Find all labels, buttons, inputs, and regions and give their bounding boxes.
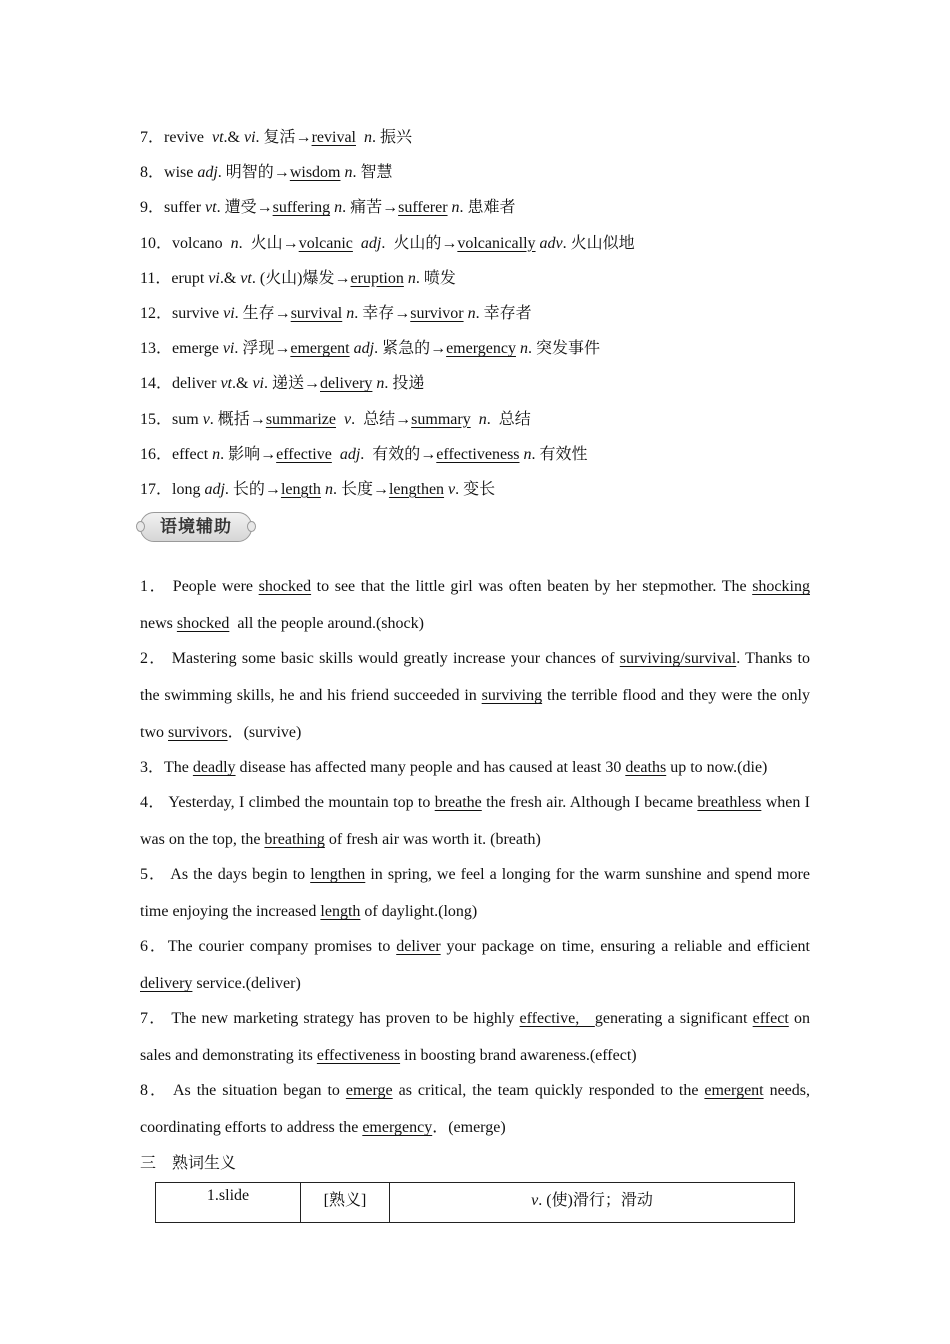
answer-word: shocked <box>258 578 312 595</box>
item-number: 5． <box>140 866 167 883</box>
item-number: 1． <box>140 578 168 595</box>
meaning-pos: v <box>531 1192 539 1209</box>
vocab-item <box>140 161 820 196</box>
item-number: 7． <box>140 129 165 146</box>
context-sentence <box>140 928 815 1002</box>
text-segment: all the people around.(shock) <box>229 615 424 632</box>
answer-word: wisdom <box>289 164 341 182</box>
text-segment: . 有效性 <box>531 445 588 463</box>
answer-word: eruption <box>350 269 404 287</box>
answer-word: sufferer <box>398 199 448 217</box>
text-segment: as critical, the team quickly responded to the <box>392 1082 705 1099</box>
answer-word: length <box>280 480 321 498</box>
answer-word: deliver <box>396 938 441 955</box>
context-section-badge: 语境辅助 <box>140 512 252 542</box>
text-segment: . 影响→ <box>220 445 277 463</box>
item-number: 6． <box>140 938 168 955</box>
text-segment: erupt <box>171 269 209 287</box>
answer-word: surviving/survival <box>619 650 737 667</box>
text-segment: in boosting brand awareness.(effect) <box>400 1047 637 1064</box>
text-segment: effect <box>172 445 213 463</box>
answer-word: emergency <box>362 1119 433 1136</box>
text-segment: . 喷发 <box>415 269 456 287</box>
text-segment: revive <box>164 129 212 146</box>
text-segment: . 火山→ <box>238 234 299 252</box>
text-segment: of fresh air was worth it. (breath) <box>324 831 541 848</box>
part-of-speech: vt <box>220 375 232 393</box>
text-segment: . 变长 <box>455 480 496 498</box>
text-segment: . 遭受→ <box>216 199 273 217</box>
text-segment: . 总结→ <box>351 410 412 428</box>
text-segment: . 复活→ <box>255 129 312 146</box>
context-sentence <box>140 568 814 642</box>
part-of-speech: n <box>324 480 333 498</box>
answer-word: revival <box>311 129 356 146</box>
text-segment: wise <box>164 164 198 182</box>
text-segment: sum <box>172 410 203 428</box>
vocab-item <box>140 302 820 337</box>
text-segment: As the situation began to <box>167 1082 346 1099</box>
part-of-speech: n <box>407 269 416 287</box>
text-segment <box>471 411 479 428</box>
text-segment: As the days begin to <box>166 866 311 883</box>
part-of-speech: n <box>230 234 239 252</box>
text-segment: Yesterday, I climbed the mountain top to <box>164 794 435 811</box>
text-segment: volcano <box>172 234 231 252</box>
part-of-speech: vt <box>212 129 224 146</box>
table-cell-meaning <box>390 1183 795 1223</box>
text-segment: disease has affected many people and has caused at least 30 <box>235 759 626 776</box>
answer-word: survivor <box>410 304 464 322</box>
text-segment: in spring, we feel a longing for the warm sunshine and spend more time enjoying the increased <box>140 866 814 920</box>
table-row <box>156 1183 795 1223</box>
text-segment: on sales and demonstrating its <box>140 1010 814 1064</box>
text-segment: . 紧急的→ <box>374 340 447 358</box>
text-segment: your package on time, ensuring a reliable and efficient <box>440 938 815 955</box>
text-segment: the fresh air. Although I became <box>481 794 698 811</box>
answer-word: length <box>320 903 361 920</box>
text-segment: ．(emerge) <box>432 1119 506 1136</box>
vocab-item <box>140 478 820 513</box>
item-number: 3． <box>140 759 165 776</box>
item-number: 11． <box>140 269 172 287</box>
text-segment: service.(deliver) <box>192 975 301 992</box>
part-of-speech: vi <box>252 375 264 393</box>
item-number: 7． <box>140 1010 167 1027</box>
text-segment: The new marketing strategy has proven to be highly <box>166 1010 520 1027</box>
text-segment: . 明智的→ <box>217 164 290 182</box>
text-segment: the terrible flood and they were the only two <box>140 687 815 741</box>
text-segment <box>336 411 344 428</box>
answer-word: emerge <box>345 1082 393 1099</box>
answer-word: summary <box>411 410 471 428</box>
text-segment: . (火山)爆发→ <box>251 269 351 287</box>
text-segment <box>356 129 364 146</box>
context-sentence <box>140 784 815 858</box>
part-of-speech: n <box>212 445 221 463</box>
answer-word: deaths <box>625 759 667 776</box>
text-segment: survive <box>172 304 224 322</box>
text-segment: ．(survive) <box>227 724 302 741</box>
part-of-speech: adj <box>360 234 382 252</box>
answer-word: surviving <box>481 687 543 704</box>
vocab-item <box>140 408 820 443</box>
text-segment: . 突发事件 <box>527 340 600 358</box>
vocab-item <box>140 372 820 407</box>
text-segment: up to now.(die) <box>666 759 768 776</box>
part-of-speech: adj <box>204 480 225 498</box>
meaning-text: . (使)滑行；滑动 <box>538 1192 653 1209</box>
text-segment: . 长度→ <box>332 480 389 498</box>
text-segment: The <box>164 759 193 776</box>
text-segment: . 浮现→ <box>234 340 291 358</box>
table-cell-tag: [熟义] <box>301 1183 390 1223</box>
answer-word: volcanic <box>298 234 353 252</box>
text-segment: . 生存→ <box>234 304 291 322</box>
text-segment: .& <box>219 269 241 287</box>
answer-word: emergent <box>704 1082 764 1099</box>
text-segment: . 长的→ <box>224 480 281 498</box>
text-segment: needs, coordinating efforts to address the <box>140 1082 814 1136</box>
vocab-item <box>140 232 820 267</box>
answer-word: survival <box>290 304 343 322</box>
context-sentence <box>140 749 810 786</box>
text-segment: The courier company promises to <box>167 938 397 955</box>
answer-word: effect <box>752 1010 789 1027</box>
text-segment: . 投递 <box>384 375 425 393</box>
part-of-speech: n <box>344 164 353 182</box>
part-of-speech: vi <box>222 340 235 358</box>
part-of-speech: n <box>346 304 355 322</box>
text-segment: . 概括→ <box>209 410 266 428</box>
vocab-item <box>140 126 820 161</box>
answer-word: shocked <box>176 615 230 632</box>
text-segment: .& <box>223 129 244 146</box>
text-segment: generating a significant <box>594 1010 753 1027</box>
context-exercises <box>140 568 815 1144</box>
text-segment: People were <box>167 578 259 595</box>
item-number: 12． <box>140 304 173 322</box>
context-sentence <box>140 1072 814 1146</box>
answer-word: effectiveness <box>436 445 520 463</box>
answer-word: breathless <box>697 794 762 811</box>
vocab-item <box>140 267 820 302</box>
part-of-speech: vt <box>240 269 252 287</box>
answer-word: breathing <box>264 831 325 848</box>
part-of-speech: vi <box>208 269 220 287</box>
text-segment <box>353 235 361 252</box>
part-of-speech: n <box>363 129 372 146</box>
answer-word: delivery <box>140 975 193 992</box>
text-segment: emerge <box>172 340 223 358</box>
part-of-speech: vt <box>205 199 217 217</box>
text-segment: Mastering some basic skills would greatly increase your chances of <box>166 650 620 667</box>
item-number: 14． <box>140 375 173 393</box>
item-number: 13． <box>140 340 173 358</box>
text-segment <box>332 446 340 463</box>
answer-word: suffering <box>272 199 331 217</box>
vocab-item <box>140 337 820 372</box>
context-sentence <box>140 1000 814 1074</box>
text-segment: . 幸存→ <box>354 304 411 322</box>
item-number: 9． <box>140 199 165 217</box>
item-number: 8． <box>140 1082 168 1099</box>
text-segment: long <box>172 480 205 498</box>
item-number: 15． <box>140 410 173 428</box>
text-segment: . 振兴 <box>371 129 412 146</box>
answer-word: emergent <box>290 340 350 358</box>
answer-word: effective, <box>519 1010 595 1027</box>
text-segment: . 痛苦→ <box>342 199 399 217</box>
text-segment: . 递送→ <box>263 375 320 393</box>
text-segment: deliver <box>172 375 221 393</box>
part-of-speech: v <box>202 410 210 428</box>
item-number: 16． <box>140 445 173 463</box>
answer-word: survivors <box>168 724 228 741</box>
part-of-speech: n <box>523 445 532 463</box>
text-segment: . 总结 <box>486 410 531 428</box>
answer-word: shocking <box>752 578 810 595</box>
answer-word: breathe <box>434 794 482 811</box>
table-cell-word: 1.slide <box>156 1183 301 1223</box>
item-number: 10． <box>140 234 173 252</box>
part-of-speech: adj <box>353 340 375 358</box>
context-sentence <box>140 640 815 751</box>
text-segment: suffer <box>164 199 206 217</box>
item-number: 8． <box>140 164 165 182</box>
answer-word: emergency <box>446 340 516 358</box>
text-segment: when I was on the top, the <box>140 794 815 848</box>
item-number: 17． <box>140 480 173 498</box>
part-of-speech: adj <box>197 164 218 182</box>
part-of-speech: v <box>344 410 352 428</box>
section-title: 三 熟词生义 <box>140 1153 237 1172</box>
part-of-speech: vi <box>223 304 235 322</box>
text-segment: . 火山的→ <box>381 234 458 252</box>
answer-word: deadly <box>192 759 236 776</box>
part-of-speech: n <box>451 199 460 217</box>
context-sentence <box>140 856 814 930</box>
vocab-item <box>140 443 820 478</box>
part-of-speech: n <box>334 199 343 217</box>
answer-word: delivery <box>320 375 373 393</box>
vocabulary-list <box>140 126 820 513</box>
text-segment: of daylight.(long) <box>360 903 478 920</box>
text-segment: news <box>140 578 814 632</box>
part-of-speech: adv <box>539 234 563 252</box>
item-number: 2． <box>140 650 167 667</box>
polysemy-table <box>155 1182 795 1223</box>
text-segment: . 幸存者 <box>475 304 532 322</box>
text-segment: to see that the little girl was often beaten by her stepmother. The <box>311 578 753 595</box>
part-of-speech: v <box>448 480 456 498</box>
answer-word: volcanically <box>457 234 536 252</box>
part-of-speech: n <box>478 410 487 428</box>
answer-word: summarize <box>265 410 337 428</box>
vocab-item <box>140 196 820 231</box>
part-of-speech: n <box>519 340 528 358</box>
part-of-speech: vi <box>244 129 256 146</box>
item-number: 4． <box>140 794 165 811</box>
answer-word: effective <box>276 445 332 463</box>
part-of-speech: adj <box>339 445 361 463</box>
text-segment: . 患难者 <box>459 199 516 217</box>
answer-word: lengthen <box>310 866 366 883</box>
part-of-speech: n <box>376 375 385 393</box>
text-segment: . Thanks to the swimming skills, he and his friend succeeded in <box>140 650 814 704</box>
answer-word: effectiveness <box>316 1047 401 1064</box>
part-of-speech: n <box>467 304 476 322</box>
text-segment: . 智慧 <box>352 164 393 182</box>
text-segment: .& <box>231 375 253 393</box>
text-segment: . 火山似地 <box>562 234 635 252</box>
answer-word: lengthen <box>388 480 445 498</box>
text-segment: . 有效的→ <box>360 445 437 463</box>
